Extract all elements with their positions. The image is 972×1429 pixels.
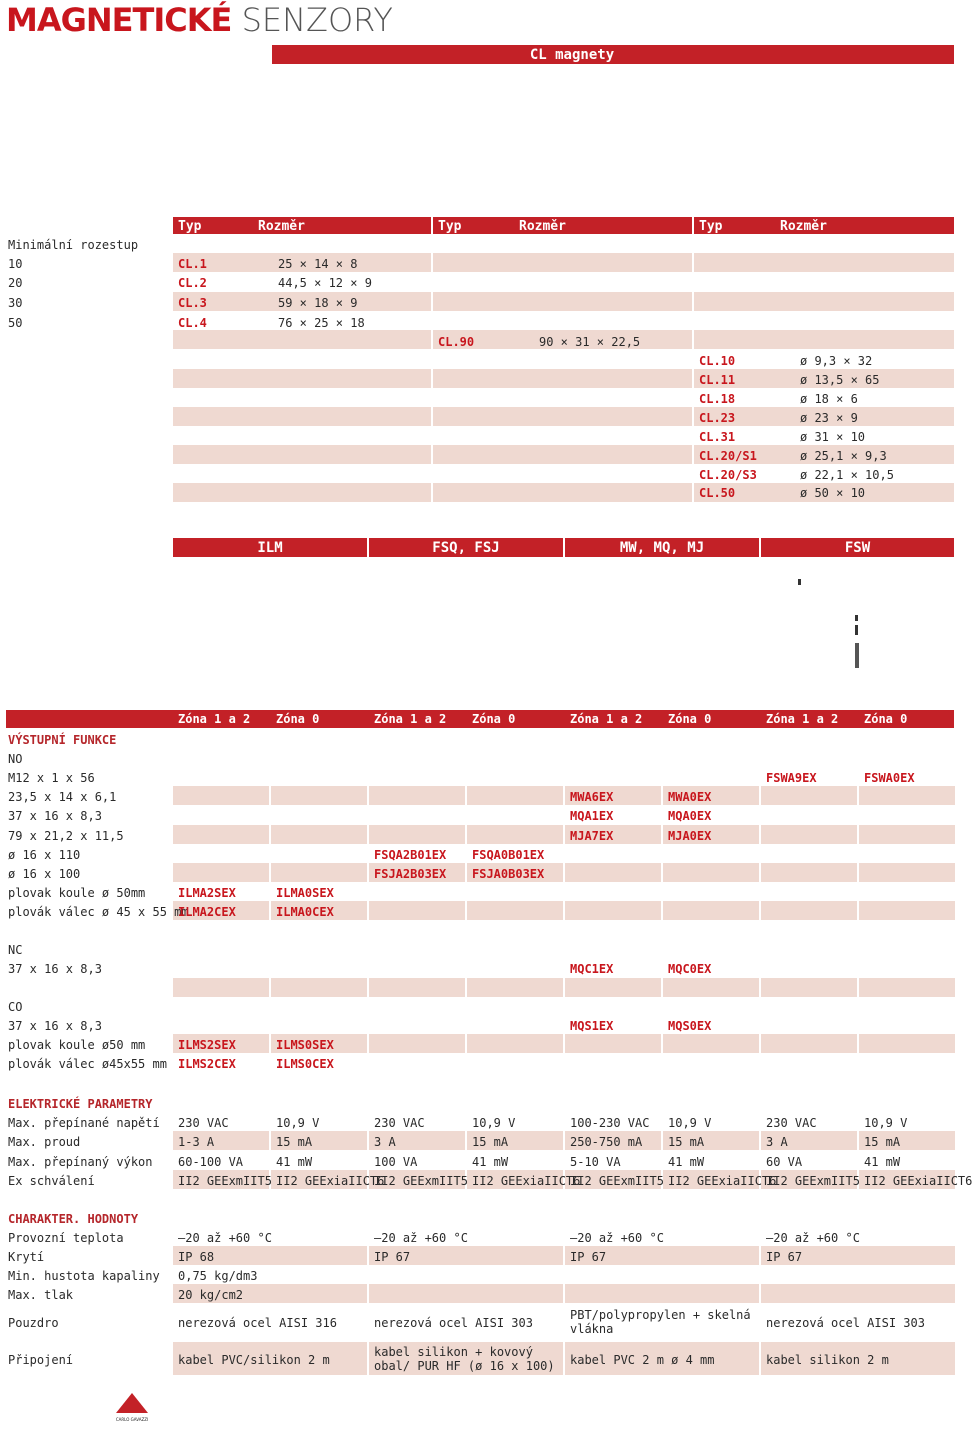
char-value: IP 67 bbox=[766, 1250, 803, 1264]
band-cell bbox=[369, 901, 465, 920]
band-cell bbox=[271, 978, 367, 997]
band-cell bbox=[369, 1034, 465, 1053]
row-label: Max. proud bbox=[8, 1135, 81, 1150]
zone-label: Zóna 1 a 2 bbox=[374, 712, 447, 726]
band-cell bbox=[369, 1284, 563, 1303]
typ-cell: CL.4 bbox=[178, 316, 207, 330]
row-label: 50 bbox=[8, 316, 23, 330]
band-cell bbox=[369, 978, 465, 997]
param-value: II2 GEExmIIT5 bbox=[570, 1173, 664, 1188]
row-label: Pouzdro bbox=[8, 1316, 59, 1330]
product-code: ILMS0CEX bbox=[276, 1057, 334, 1071]
param-value: 230 VAC bbox=[178, 1116, 229, 1130]
band-cell bbox=[859, 825, 955, 844]
product-code: MQA0EX bbox=[668, 809, 712, 824]
product-code: FSQA2B01EX bbox=[374, 847, 447, 862]
family-mw-mq-mj: MW, MQ, MJ bbox=[619, 540, 705, 556]
product-code: ILMA2SEX bbox=[178, 886, 236, 901]
product-code: MQS0EX bbox=[668, 1019, 712, 1033]
row-label: 30 bbox=[8, 296, 23, 310]
param-value: 3 A bbox=[766, 1135, 788, 1150]
band-cell bbox=[467, 978, 563, 997]
band-cell bbox=[467, 901, 563, 920]
band-cell bbox=[173, 825, 269, 844]
band-cell bbox=[433, 445, 692, 464]
band-cell bbox=[173, 978, 269, 997]
section-elektricke-parametry: ELEKTRICKÉ PARAMETRY bbox=[8, 1097, 153, 1111]
param-value: 10,9 V bbox=[276, 1116, 320, 1130]
product-code: ILMA0SEX bbox=[276, 886, 334, 901]
param-value: 15 mA bbox=[276, 1135, 313, 1150]
row-label: plovák válec ø 45 x 55 mm bbox=[8, 905, 189, 920]
band-cell bbox=[173, 445, 431, 464]
param-value: 60-100 VA bbox=[178, 1154, 244, 1169]
char-value: IP 68 bbox=[178, 1250, 215, 1264]
dim-cell: ø 9,3 × 32 bbox=[800, 354, 873, 368]
band-cell bbox=[565, 1284, 759, 1303]
char-value: PBT/polypropylen + skelná vlákna bbox=[570, 1308, 751, 1336]
param-value: 15 mA bbox=[472, 1135, 509, 1150]
row-label: 20 bbox=[8, 276, 23, 290]
typ-cell: CL.50 bbox=[699, 486, 736, 500]
col-header-rozmer-2: Rozměr bbox=[519, 219, 566, 234]
carlo-gavazzi-logo bbox=[114, 1392, 150, 1422]
product-code: ILMS0SEX bbox=[276, 1038, 334, 1052]
band-cell bbox=[173, 786, 269, 805]
typ-cell: CL.11 bbox=[699, 373, 736, 387]
band-cell bbox=[369, 825, 465, 844]
char-value: kabel silikon + kovový obal/ PUR HF (ø 16 x 100) bbox=[374, 1345, 555, 1373]
product-code: MWA6EX bbox=[570, 790, 614, 805]
zone-label: Zóna 1 a 2 bbox=[570, 712, 643, 726]
zone-label: Zóna 1 a 2 bbox=[178, 712, 251, 726]
page-title bbox=[6, 0, 393, 40]
product-code: MJA0EX bbox=[668, 828, 712, 843]
dim-cell: ø 25,1 × 9,3 bbox=[800, 449, 887, 463]
band-cell bbox=[663, 863, 759, 882]
dim-cell: ø 23 × 9 bbox=[800, 411, 858, 425]
col-header-typ-1: Typ bbox=[178, 219, 202, 234]
band-cell bbox=[173, 407, 431, 426]
param-value: 10,9 V bbox=[668, 1116, 712, 1130]
product-code: ILMS2CEX bbox=[178, 1057, 236, 1071]
row-label: Max. přepínaný výkon bbox=[8, 1154, 153, 1169]
band-cell bbox=[433, 292, 692, 311]
char-value: 20 kg/cm2 bbox=[178, 1288, 244, 1302]
typ-cell: CL.18 bbox=[699, 392, 736, 406]
band-cell bbox=[433, 253, 692, 272]
char-value: –20 až +60 °C bbox=[570, 1231, 664, 1245]
param-value: 230 VAC bbox=[766, 1116, 817, 1130]
band-cell bbox=[859, 863, 955, 882]
param-value: 10,9 V bbox=[472, 1116, 516, 1130]
dim-cell: ø 31 × 10 bbox=[800, 430, 866, 444]
band-cell bbox=[467, 825, 563, 844]
param-value: II2 GEExmIIT5 bbox=[766, 1173, 860, 1188]
band-cell bbox=[859, 901, 955, 920]
band-cell bbox=[761, 901, 857, 920]
row-label: Krytí bbox=[8, 1250, 45, 1264]
typ-cell: CL.1 bbox=[178, 257, 207, 271]
family-ilm: ILM bbox=[257, 540, 283, 556]
param-value: II2 GEExmIIT5 bbox=[374, 1173, 468, 1188]
band-cell bbox=[433, 483, 692, 502]
title-bold: MAGNETICKÉ bbox=[6, 1, 232, 39]
param-value: II2 GEExiaIICT6 bbox=[864, 1173, 972, 1188]
typ-cell: CL.23 bbox=[699, 411, 736, 425]
typ-cell: CL.10 bbox=[699, 354, 736, 368]
param-value: 60 VA bbox=[766, 1154, 803, 1169]
band-cell bbox=[663, 1034, 759, 1053]
typ-cell: CL.31 bbox=[699, 430, 736, 444]
band-cell bbox=[761, 1284, 955, 1303]
band-cell bbox=[663, 978, 759, 997]
row-label-min-rozestup: Minimální rozestup bbox=[8, 238, 139, 252]
zone-label: Zóna 0 bbox=[864, 712, 908, 726]
param-value: 41 mW bbox=[864, 1154, 901, 1169]
row-label: Min. hustota kapaliny bbox=[8, 1269, 160, 1283]
char-value: –20 až +60 °C bbox=[766, 1231, 860, 1245]
row-label: ø 16 x 110 bbox=[8, 847, 81, 862]
band-cell bbox=[761, 825, 857, 844]
dim-cell: 44,5 × 12 × 9 bbox=[278, 276, 372, 290]
row-label: 37 x 16 x 8,3 bbox=[8, 962, 102, 976]
fsw-sensor-image bbox=[790, 575, 870, 675]
char-value: kabel PVC 2 m ø 4 mm bbox=[570, 1353, 715, 1367]
char-value: nerezová ocel AISI 303 bbox=[766, 1316, 925, 1330]
band-cell bbox=[859, 1034, 955, 1053]
product-code: FSWA9EX bbox=[766, 771, 817, 785]
dim-cell: 76 × 25 × 18 bbox=[278, 316, 365, 330]
param-value: 41 mW bbox=[276, 1154, 313, 1169]
row-label: 79 x 21,2 x 11,5 bbox=[8, 828, 124, 843]
title-light: SENZORY bbox=[241, 1, 393, 39]
param-value: 5-10 VA bbox=[570, 1154, 621, 1169]
product-code: MQA1EX bbox=[570, 809, 614, 824]
band-cell bbox=[173, 369, 431, 388]
band-cell bbox=[663, 901, 759, 920]
row-label: 37 x 16 x 8,3 bbox=[8, 809, 102, 824]
band-cell bbox=[467, 1034, 563, 1053]
product-code: ILMA2CEX bbox=[178, 905, 236, 920]
band-cell bbox=[271, 786, 367, 805]
row-label: M12 x 1 x 56 bbox=[8, 771, 95, 785]
param-value: 250-750 mA bbox=[570, 1135, 643, 1150]
banner-text: CL magnety bbox=[529, 47, 615, 63]
zone-label: Zóna 0 bbox=[472, 712, 516, 726]
row-label: 23,5 x 14 x 6,1 bbox=[8, 790, 117, 805]
char-value: IP 67 bbox=[570, 1250, 607, 1264]
product-code: FSQA0B01EX bbox=[472, 847, 545, 862]
param-value: II2 GEExmIIT5 bbox=[178, 1173, 272, 1188]
band-cell bbox=[173, 483, 431, 502]
product-code: FSJA0B03EX bbox=[472, 867, 545, 881]
band-cell bbox=[761, 1034, 857, 1053]
row-label: Max. tlak bbox=[8, 1288, 74, 1302]
typ-cell: CL.20/S3 bbox=[699, 468, 757, 482]
char-value: kabel PVC/silikon 2 m bbox=[178, 1353, 330, 1367]
dim-cell: ø 18 × 6 bbox=[800, 392, 858, 406]
band-cell bbox=[859, 978, 955, 997]
dim-cell: ø 50 × 10 bbox=[800, 486, 866, 500]
band-cell bbox=[694, 292, 954, 311]
dim-cell: 25 × 14 × 8 bbox=[278, 257, 358, 271]
row-label: 10 bbox=[8, 257, 23, 271]
row-label: ø 16 x 100 bbox=[8, 867, 81, 881]
band-cell bbox=[761, 786, 857, 805]
col-header-rozmer-1: Rozměr bbox=[258, 219, 305, 234]
param-value: 230 VAC bbox=[374, 1116, 425, 1130]
zone-label: Zóna 1 a 2 bbox=[766, 712, 839, 726]
label-nc: NC bbox=[8, 943, 23, 957]
typ-cell: CL.90 bbox=[438, 335, 475, 349]
band-cell bbox=[565, 901, 661, 920]
product-code: FSWA0EX bbox=[864, 771, 915, 785]
band-cell bbox=[565, 978, 661, 997]
param-value: 3 A bbox=[374, 1135, 396, 1150]
banner bbox=[272, 45, 954, 64]
col-header-typ-3: Typ bbox=[699, 219, 723, 234]
product-code: MJA7EX bbox=[570, 828, 614, 843]
band-cell bbox=[271, 825, 367, 844]
char-value: IP 67 bbox=[374, 1250, 411, 1264]
param-value: 15 mA bbox=[864, 1135, 901, 1150]
band-cell bbox=[761, 863, 857, 882]
param-value: 100 VA bbox=[374, 1154, 418, 1169]
param-value: II2 GEExiaIICT6 bbox=[472, 1173, 581, 1188]
section-charakter-hodnoty: CHARAKTER. HODNOTY bbox=[8, 1212, 139, 1226]
band-cell bbox=[467, 786, 563, 805]
row-label: Připojení bbox=[8, 1353, 74, 1367]
char-value: –20 až +60 °C bbox=[374, 1231, 468, 1245]
zone-label: Zóna 0 bbox=[276, 712, 320, 726]
product-code: ILMA0CEX bbox=[276, 905, 334, 920]
band-cell bbox=[369, 786, 465, 805]
char-value: 0,75 kg/dm3 bbox=[178, 1269, 258, 1283]
char-value: kabel silikon 2 m bbox=[766, 1353, 889, 1367]
band-cell bbox=[433, 407, 692, 426]
param-value: 15 mA bbox=[668, 1135, 705, 1150]
family-fsq-fsj: FSQ, FSJ bbox=[432, 540, 500, 556]
param-value: II2 GEExiaIICT6 bbox=[668, 1173, 777, 1188]
band-cell bbox=[173, 863, 269, 882]
zone-label: Zóna 0 bbox=[668, 712, 712, 726]
char-value: nerezová ocel AISI 316 bbox=[178, 1316, 337, 1330]
product-code: FSJA2B03EX bbox=[374, 867, 447, 881]
band-cell bbox=[859, 786, 955, 805]
band-cell bbox=[173, 330, 431, 349]
char-value: –20 až +60 °C bbox=[178, 1231, 272, 1245]
dim-cell: ø 13,5 × 65 bbox=[800, 373, 880, 387]
row-label: 37 x 16 x 8,3 bbox=[8, 1019, 102, 1033]
typ-cell: CL.20/S1 bbox=[699, 449, 757, 463]
col-header-typ-2: Typ bbox=[438, 219, 462, 234]
char-value: nerezová ocel AISI 303 bbox=[374, 1316, 533, 1330]
row-label: plovak koule ø50 mm bbox=[8, 1038, 146, 1052]
product-code: MQC1EX bbox=[570, 962, 614, 976]
product-code: ILMS2SEX bbox=[178, 1038, 236, 1052]
band-cell bbox=[565, 863, 661, 882]
product-code: MQC0EX bbox=[668, 962, 712, 976]
row-label: Max. přepínané napětí bbox=[8, 1116, 160, 1130]
param-value: 1-3 A bbox=[178, 1135, 215, 1150]
row-label: Provozní teplota bbox=[8, 1231, 124, 1245]
logo-text: CARLO GAVAZZI bbox=[115, 1417, 149, 1422]
label-no: NO bbox=[8, 752, 23, 766]
band-cell bbox=[271, 863, 367, 882]
section-vystupni-funkce: VÝSTUPNÍ FUNKCE bbox=[8, 733, 117, 747]
row-label: plovak koule ø 50mm bbox=[8, 886, 146, 901]
dim-cell: 59 × 18 × 9 bbox=[278, 296, 358, 310]
label-co: CO bbox=[8, 1000, 23, 1014]
dim-cell: 90 × 31 × 22,5 bbox=[539, 335, 641, 349]
band-cell bbox=[433, 369, 692, 388]
row-label: plovák válec ø45x55 mm bbox=[8, 1057, 167, 1071]
band-cell bbox=[694, 330, 954, 349]
product-code: MQS1EX bbox=[570, 1019, 614, 1033]
band-cell bbox=[694, 253, 954, 272]
param-value: 100-230 VAC bbox=[570, 1116, 650, 1130]
row-label: Ex schválení bbox=[8, 1173, 95, 1188]
col-header-rozmer-3: Rozměr bbox=[780, 219, 827, 234]
typ-cell: CL.2 bbox=[178, 276, 207, 290]
typ-cell: CL.3 bbox=[178, 296, 207, 310]
param-value: 41 mW bbox=[472, 1154, 509, 1169]
param-value: II2 GEExiaIICT6 bbox=[276, 1173, 385, 1188]
param-value: 41 mW bbox=[668, 1154, 705, 1169]
product-code: MWA0EX bbox=[668, 790, 712, 805]
dim-cell: ø 22,1 × 10,5 bbox=[800, 468, 894, 482]
family-fsw: FSW bbox=[844, 540, 871, 556]
param-value: 10,9 V bbox=[864, 1116, 908, 1130]
band-cell bbox=[761, 978, 857, 997]
band-cell bbox=[565, 1034, 661, 1053]
